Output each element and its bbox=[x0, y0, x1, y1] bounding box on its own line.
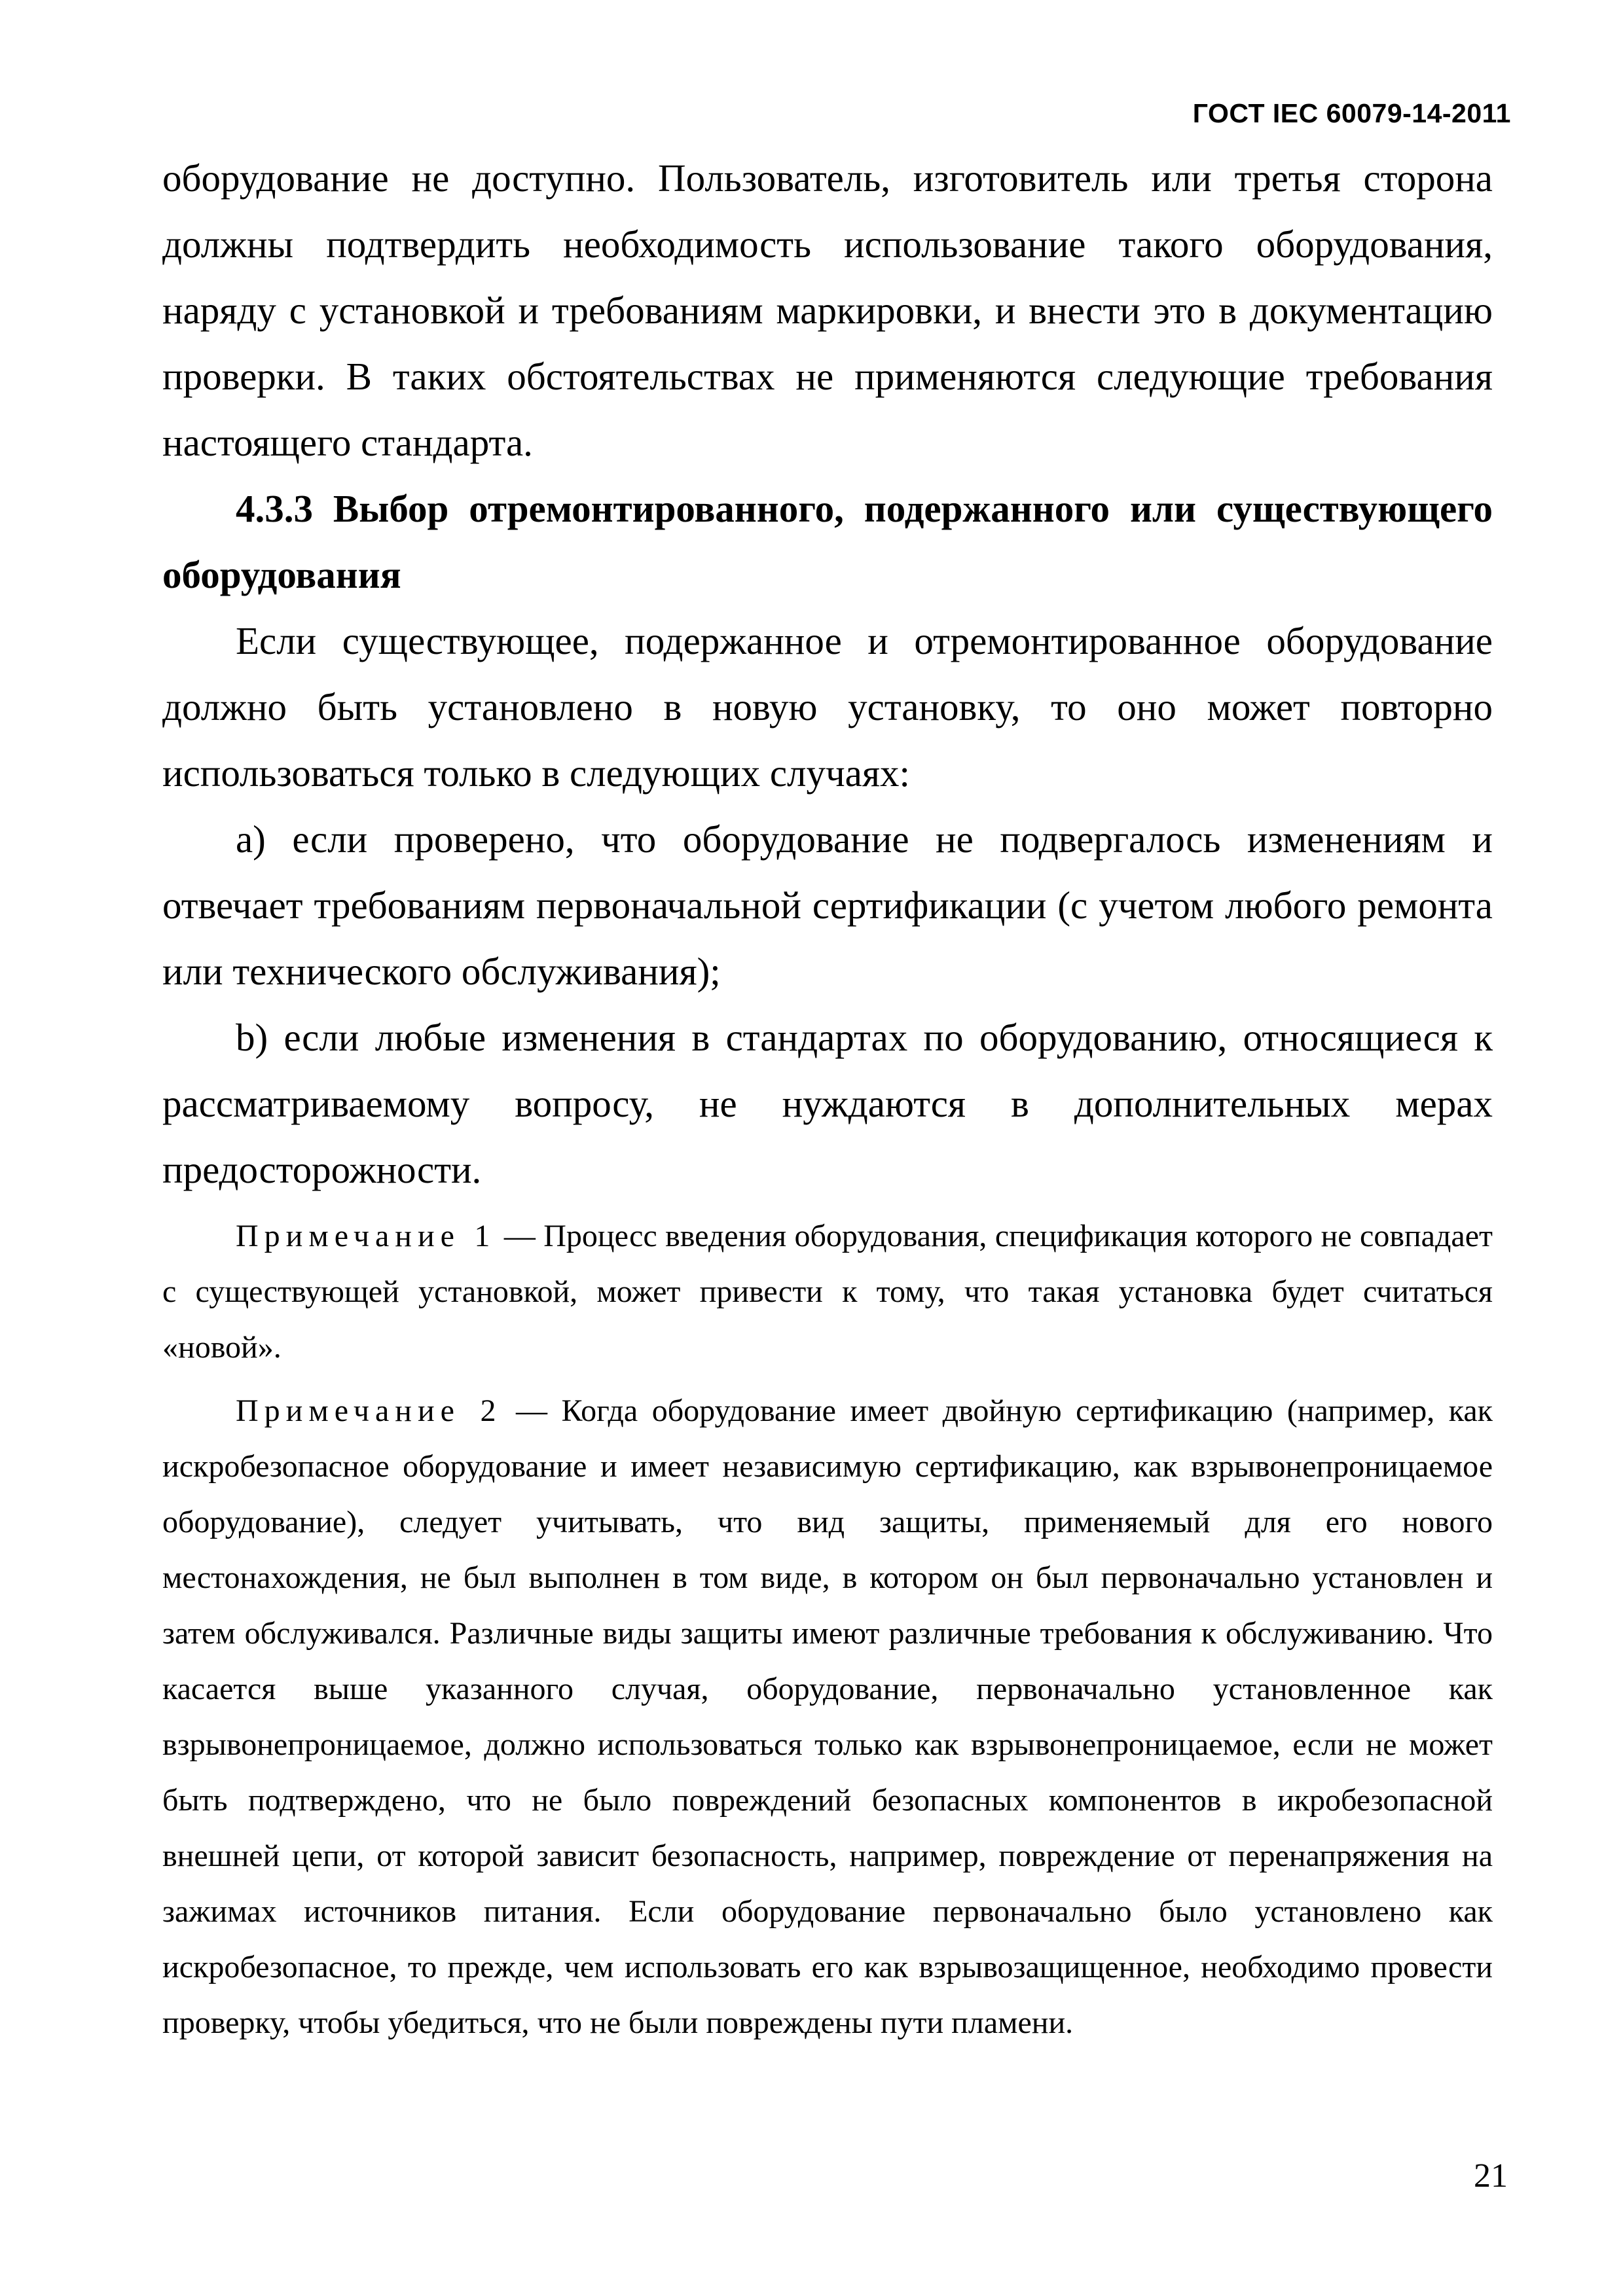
page-number: 21 bbox=[1474, 2157, 1508, 2195]
intro-paragraph: оборудование не доступно. Пользователь, изготовитель или третья сторона должны подтвердить необходимость использование такого оборудования, наряду с установкой и требованиям маркировки, и внести это в документацию проверки. В таких обстоятельствах не применяются следующие требования настоящего стандарта. bbox=[162, 156, 1493, 464]
main-paragraph: Если существующее, подержанное и отремонтированное оборудование должно быть установлено в новую установку, то оно может повторно использоваться только в следующих случаях: bbox=[162, 619, 1493, 795]
note-2-text: — Когда оборудование имеет двойную сертификацию (например, как искробезопасное оборудование и имеет независимую сертификацию, как взрывонепроницаемое оборудование), следует учитывать, что вид защиты, применяемый для его нового местонахождения, не был выполнен в том виде, в котором он был первоначально установлен и затем обслуживался. Различные виды защиты имеют различные требования к обслуживанию. Что касается выше указанного случая, оборудование, первоначально установленное как взрывонепроницаемое, должно использоваться только как взрывонепроницаемое, если не может быть подтверждено, что не было повреждений безопасных компонентов в икробезопасной внешней цепи, от которой зависит безопасность, например, повреждение от перенапряжения на зажимах источников питания. Если оборудование первоначально было установлено как искробезопасное, то прежде, чем использовать его как взрывозащищенное, необходимо провести проверку, чтобы убедиться, что не были повреждены пути пламени. bbox=[162, 1393, 1493, 2040]
page-body bbox=[162, 145, 1493, 2051]
note-2 bbox=[162, 1383, 1493, 2051]
note-1 bbox=[162, 1208, 1493, 1375]
note-2-label: Примечание 2 bbox=[236, 1393, 502, 1428]
list-item-a: а) если проверено, что оборудование не подвергалось изменениям и отвечает требованиям первоначальной сертификации (с учетом любого ремонта или технического обслуживания); bbox=[162, 817, 1493, 993]
note-1-text: — Процесс введения оборудования, спецификация которого не совпадает с существующей установкой, может привести к тому, что такая установка будет считаться «новой». bbox=[162, 1219, 1493, 1365]
note-1-label: Примечание 1 bbox=[236, 1219, 496, 1253]
list-item-b: b) если любые изменения в стандартах по оборудованию, относящиеся к рассматриваемому вопросу, не нуждаются в дополнительных мерах предосторожности. bbox=[162, 1016, 1493, 1191]
section-heading: 4.3.3 Выбор отремонтированного, подержанного или существующего оборудования bbox=[162, 487, 1493, 596]
document-standard-header: ГОСТ IEC 60079-14-2011 bbox=[1192, 98, 1511, 128]
